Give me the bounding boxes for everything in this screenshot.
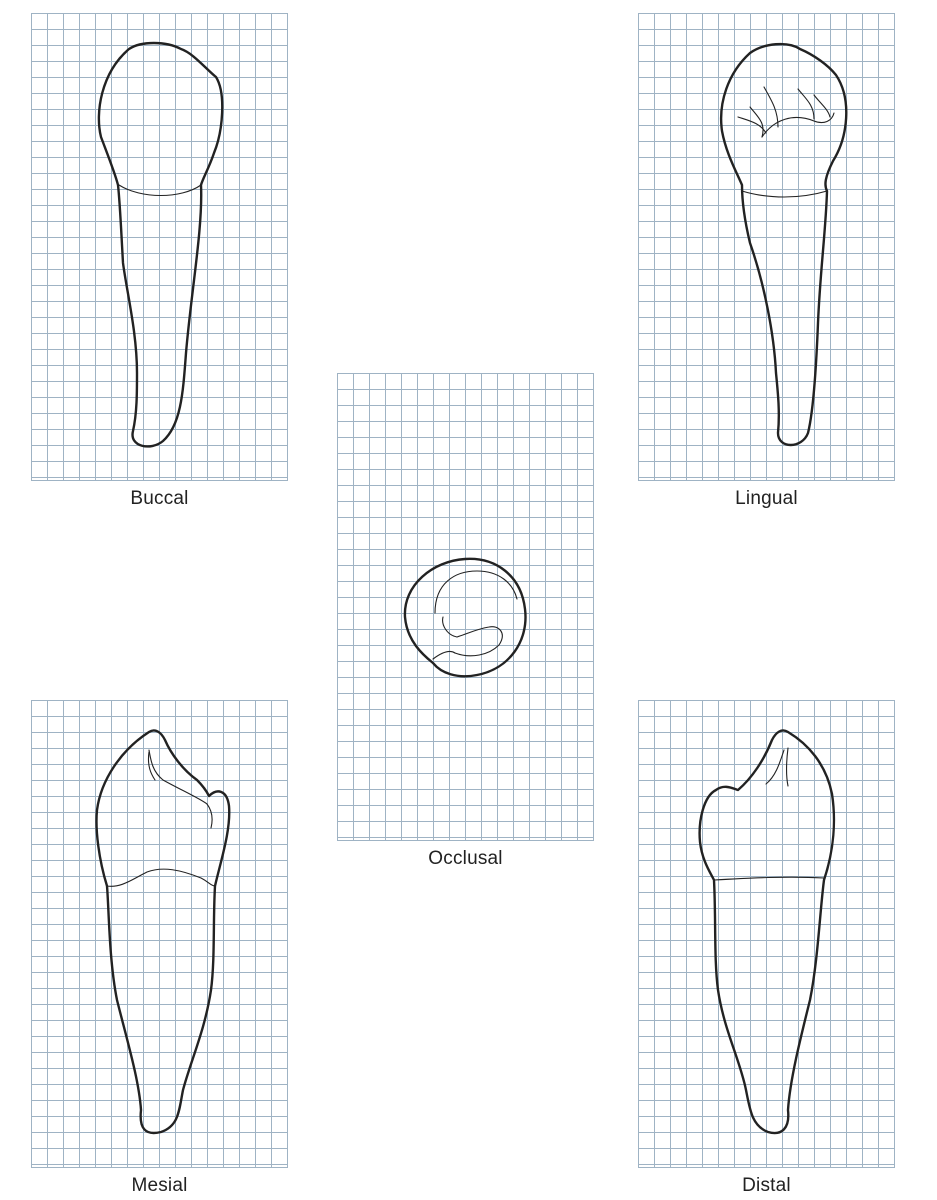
distal-view [638, 700, 895, 1200]
mesial-label: Mesial [131, 1175, 188, 1196]
mesial-tooth-outline [31, 700, 288, 1168]
lingual-tooth-outline [638, 13, 895, 481]
lingual-view [638, 13, 895, 513]
distal-tooth-outline [638, 700, 895, 1168]
occlusal-tooth-outline [337, 373, 594, 841]
distal-label: Distal [742, 1175, 791, 1196]
occlusal-view [337, 373, 594, 873]
buccal-view [31, 13, 288, 513]
lingual-label: Lingual [735, 488, 798, 509]
buccal-tooth-outline [31, 13, 288, 481]
occlusal-label: Occlusal [428, 848, 503, 869]
buccal-label: Buccal [130, 488, 189, 509]
mesial-view [31, 700, 288, 1200]
